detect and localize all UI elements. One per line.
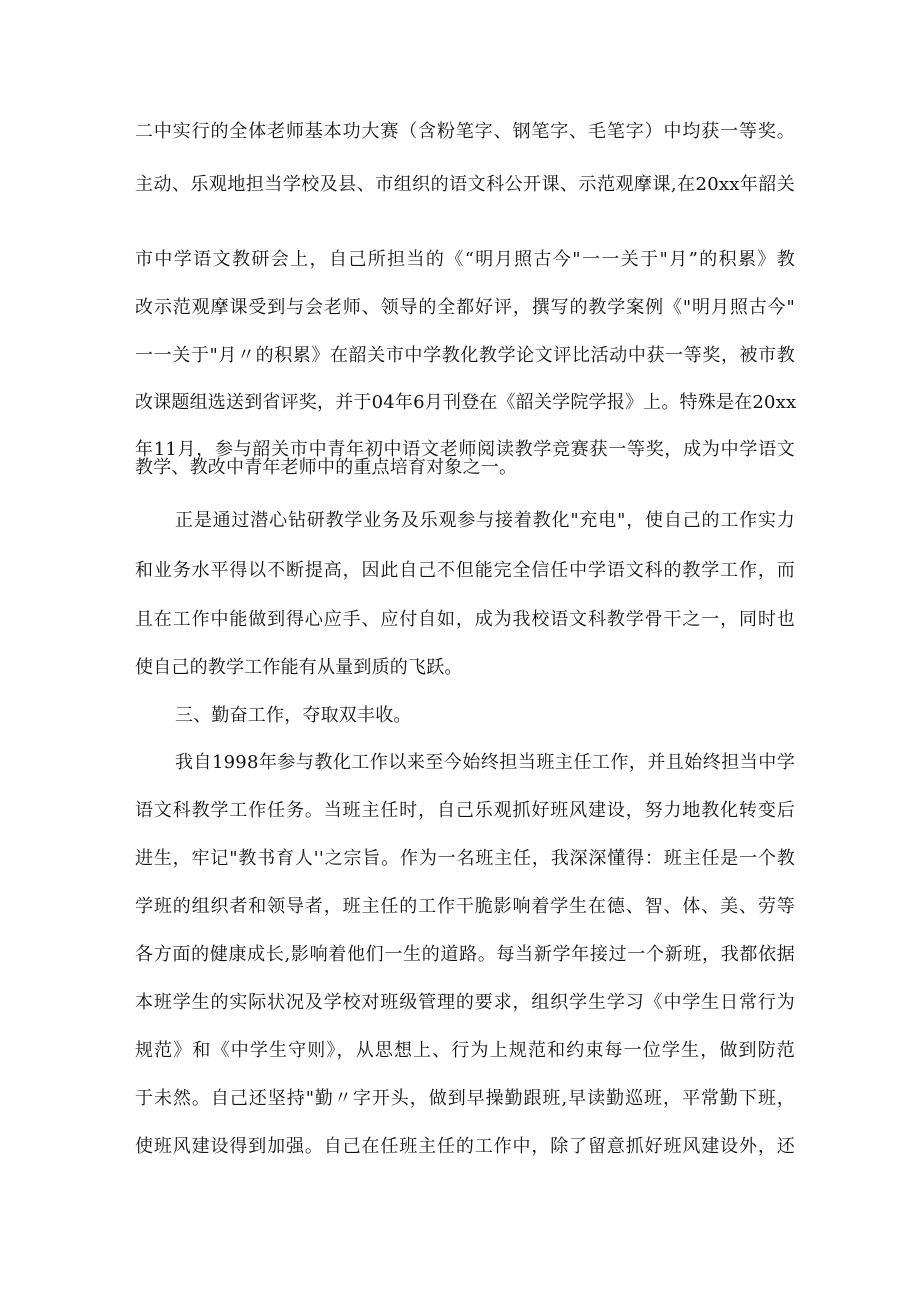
text-line: 一一关于"月〃的积累》在韶关市中学教化教学论文评比活动中获一等奖，被市教 [135, 345, 795, 366]
text-line: 本班学生的实际状况及学校对班级管理的要求，组织学生学习《中学生日常行为 [135, 992, 795, 1013]
text-line: 使班风建设得到加强。自己在任班主任的工作中，除了留意抓好班风建设外，还 [135, 1136, 795, 1157]
text-line: 使自己的教学工作能有从量到质的飞跃。 [135, 657, 463, 678]
text-line: 我自1998年参与教化工作以来至今始终担当班主任工作，并且始终担当中学 [175, 752, 795, 773]
text-line: 教学、教改中青年老师中的重点培育对象之一。 [135, 457, 518, 478]
text-line: 改课题组选送到省评奖，并于04年6月刊登在《韶关学院学报》上。特殊是在20xx [135, 392, 797, 413]
text-line: 市中学语文教研会上，自己所担当的《“明月照古今"一一关于"月”的积累》教 [135, 249, 795, 270]
text-line: 且在工作中能做到得心应手、应付自如，成为我校语文科教学骨干之一，同时也 [135, 609, 795, 630]
text-line: 规范》和《中学生守则》，从思想上、行为上规范和约束每一位学生，做到防范 [135, 1040, 795, 1061]
text-line: 各方面的健康成长,影响着他们一生的道路。每当新学年接过一个新班，我都依据 [135, 944, 795, 965]
text-line: 语文科教学工作任务。当班主任时，自己乐观抓好班风建设，努力地教化转变后 [135, 800, 795, 821]
text-line: 主动、乐观地担当学校及县、市组织的语文科公开课、示范观摩课,在20xx年韶关 [135, 174, 795, 195]
section-heading: 三、勤奋工作，夺取双丰收。 [175, 705, 412, 726]
text-line: 和业务水平得以不断提高，因此自己不但能完全信任中学语文科的教学工作，而 [135, 560, 795, 581]
text-line: 进生，牢记"教书育人''之宗旨。作为一名班主任，我深深懂得：班主任是一个教 [135, 848, 795, 869]
text-line: 二中实行的全体老师基本功大赛（含粉笔字、钢笔字、毛笔字）中均获一等奖。 [135, 121, 795, 142]
text-line: 学班的组织者和领导者，班主任的工作干脆影响着学生在德、智、体、美、劳等 [135, 896, 795, 917]
text-line: 改示范观摩课受到与会老师、领导的全都好评，撰写的教学案例《"明月照古今" [135, 297, 795, 318]
text-line: 正是通过潜心钻研教学业务及乐观参与接着教化"充电"，使自己的工作实力 [175, 510, 795, 531]
text-line: 于未然。自己还坚持"勤〃字开头，做到早操勤跟班,早读勤巡班，平常勤下班， [135, 1088, 795, 1109]
text-line: 年11月，参与韶关市中青年初中语文老师阅读教学竞赛获一等奖，成为中学语文 [135, 439, 795, 460]
